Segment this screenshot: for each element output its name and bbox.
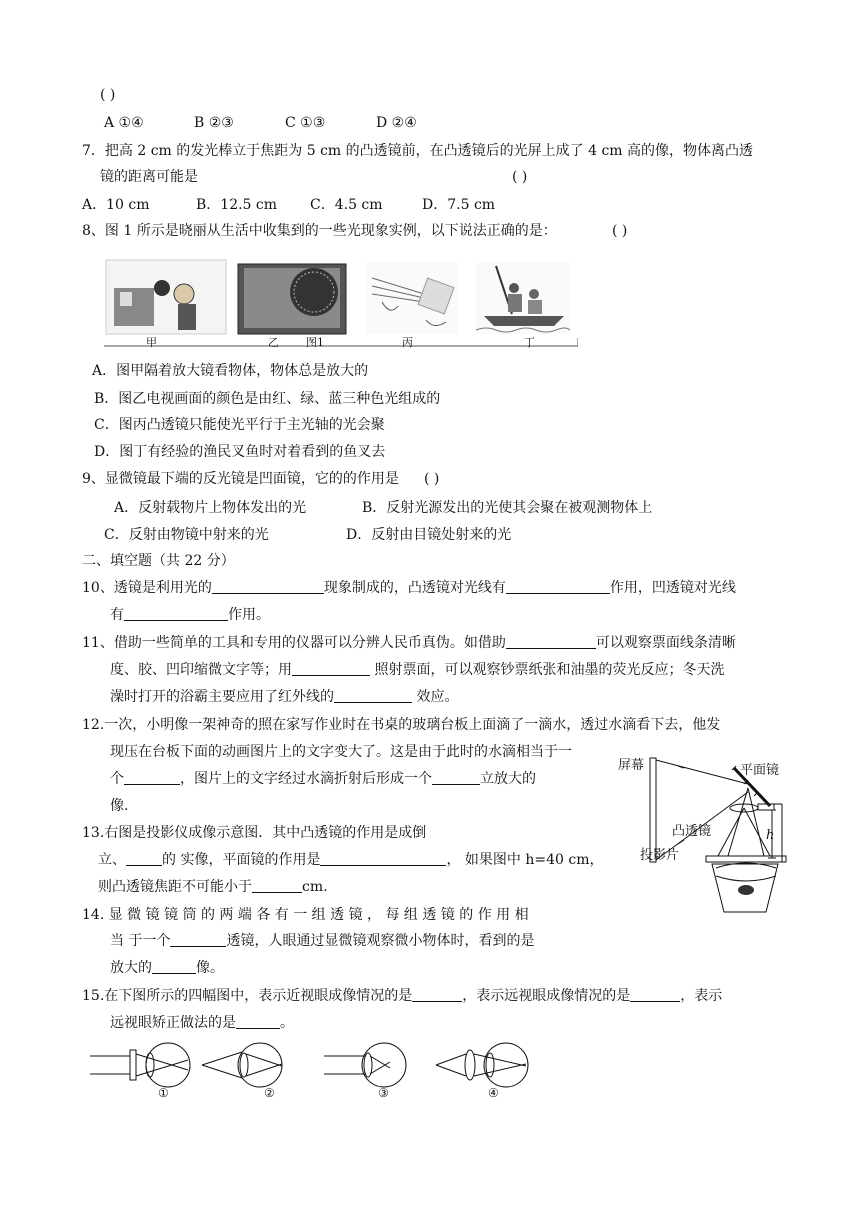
q10-blank-2[interactable] bbox=[506, 579, 610, 594]
q14-line2 bbox=[110, 932, 534, 950]
q8-figure-label-yi: 乙 bbox=[268, 336, 279, 349]
q10-text-3: 作用，凹透镜对光线 bbox=[609, 580, 736, 596]
q15-text-3: ，表示 bbox=[680, 988, 723, 1004]
projector-label-screen: 屏幕 bbox=[618, 758, 645, 773]
projector-label-mirror: 平面镜 bbox=[740, 763, 780, 778]
q11-text-1: 11、借助一些简单的工具和专用的仪器可以分辨人民币真伪。如借助 bbox=[82, 635, 506, 651]
q13-text-1: 立、 bbox=[98, 852, 126, 868]
eye-diagram-3 bbox=[324, 1043, 406, 1087]
q11-text-5: 澡时打开的浴霸主要应用了红外线的 bbox=[110, 689, 334, 705]
q7-stem-line1: 7．把高 2 cm 的发光棒立于焦距为 5 cm 的凸透镜前，在凸透镜后的光屏上成了 4 cm 高的像，物体离凸透 bbox=[82, 143, 754, 159]
q11-blank-3[interactable] bbox=[334, 688, 412, 703]
q8-stem: 8、图 1 所示是晓丽从生活中收集到的一些光现象实例，以下说法正确的是： bbox=[82, 223, 557, 239]
q14-text-1: 当 于一个 bbox=[110, 933, 171, 949]
q12-line1: 12.一次，小明像一架神奇的照在家写作业时在书桌的玻璃台板上面滴了一滴水，透过水滴看下去，他发 bbox=[82, 717, 721, 733]
q8-figure-illustration bbox=[104, 258, 578, 350]
q9-option-b: B．反射光源发出的光使其会聚在被观测物体上 bbox=[362, 500, 653, 516]
q8-figure bbox=[104, 258, 578, 350]
q11-text-4: 照射票面，可以观察钞票纸张和油墨的荧光反应；冬天洗 bbox=[370, 662, 725, 678]
q15-text-2: ，表示远视眼成像情况的是 bbox=[462, 988, 631, 1004]
q6-option-c: C ①③ bbox=[285, 115, 326, 131]
q10-line2 bbox=[110, 606, 270, 624]
q11-text-2: 可以观察票面线条清晰 bbox=[595, 635, 736, 651]
q12-text-1: 个 bbox=[110, 771, 124, 787]
q14-blank-1[interactable] bbox=[170, 932, 226, 947]
q14-blank-2[interactable] bbox=[152, 959, 196, 974]
q13-blank-1[interactable] bbox=[126, 851, 162, 866]
q13-line3 bbox=[98, 878, 328, 896]
q7-option-b: B．12.5 cm bbox=[196, 197, 278, 213]
q14-text-2: 透镜，人眼通过显微镜观察微小物体时，看到的是 bbox=[226, 933, 535, 949]
q7-answer-paren: ( ) bbox=[512, 169, 528, 185]
q12-text-3: 立放大的 bbox=[480, 771, 536, 787]
q10-text-1: 10、透镜是利用光的 bbox=[82, 580, 212, 596]
q8-option-a: A．图甲隔着放大镜看物体，物体总是放大的 bbox=[92, 363, 369, 379]
projector-label-slide: 投影片 bbox=[640, 848, 680, 863]
q10-text-2: 现象制成的，凸透镜对光线有 bbox=[323, 580, 506, 596]
q9-option-c: C．反射由物镜中射来的光 bbox=[104, 527, 269, 543]
q9-option-d: D．反射由目镜处射来的光 bbox=[346, 527, 512, 543]
q14-text-3: 放大的 bbox=[110, 960, 152, 976]
q13-text-5: cm. bbox=[302, 879, 328, 895]
section-fill-in-heading: 二、填空题（共 22 分） bbox=[82, 553, 235, 569]
q6-option-a: A ①④ bbox=[104, 115, 144, 131]
q6-option-b: B ②③ bbox=[194, 115, 234, 131]
q13-blank-2[interactable] bbox=[320, 851, 446, 866]
q8-option-b: B．图乙电视画面的颜色是由红、绿、蓝三种色光组成的 bbox=[94, 391, 441, 407]
q8-figure-label-jia: 甲 bbox=[146, 336, 157, 349]
q10-blank-3[interactable] bbox=[124, 606, 228, 621]
q13-line1: 13.右图是投影仪成像示意图．其中凸透镜的作用是成倒 bbox=[82, 825, 427, 841]
projector-label-h: h bbox=[766, 828, 775, 843]
q11-line1 bbox=[82, 634, 736, 652]
q6-option-d: D ②④ bbox=[376, 115, 417, 131]
q14-line1: 14. 显 微 镜 镜 筒 的 两 端 各 有 一 组 透 镜 ， 每 组 透 镜 的 作 用 相 bbox=[82, 907, 529, 923]
q15-blank-2[interactable] bbox=[630, 987, 680, 1002]
q8-figure-caption: 图1 bbox=[306, 336, 324, 349]
q7-option-d: D．7.5 cm bbox=[422, 197, 496, 213]
q11-blank-1[interactable] bbox=[506, 634, 596, 649]
q15-line1 bbox=[82, 987, 722, 1005]
q13-line2 bbox=[98, 851, 603, 869]
q14-text-4: 像。 bbox=[196, 960, 224, 976]
q12-text-2: ，图片上的文字经过水滴折射后形成一个 bbox=[180, 771, 432, 787]
q10-blank-1[interactable] bbox=[212, 579, 324, 594]
q9-answer-paren: ( ) bbox=[424, 471, 440, 487]
q15-blank-3[interactable] bbox=[236, 1014, 280, 1029]
q8-answer-paren: ( ) bbox=[612, 223, 628, 239]
eye-diagram-label-1: ① bbox=[158, 1086, 169, 1100]
q13-text-4: 则凸透镜焦距不可能小于 bbox=[98, 879, 252, 895]
q10-line1 bbox=[82, 579, 736, 597]
q11-line3 bbox=[110, 688, 458, 706]
q12-line3 bbox=[110, 770, 536, 788]
q13-blank-3[interactable] bbox=[252, 878, 302, 893]
q11-blank-2[interactable] bbox=[292, 661, 370, 676]
q14-line3 bbox=[110, 959, 224, 977]
q8-figure-label-ding: 丁 bbox=[524, 336, 535, 349]
eye-diagram-label-2: ② bbox=[264, 1086, 275, 1100]
projector-label-lens: 凸透镜 bbox=[672, 824, 712, 839]
q13-text-2: 的 实像，平面镜的作用是 bbox=[162, 852, 321, 868]
q15-text-1: 15.在下图所示的四幅图中，表示近视眼成像情况的是 bbox=[82, 988, 413, 1004]
eye-diagram-label-4: ④ bbox=[488, 1086, 499, 1100]
q12-blank-1[interactable] bbox=[124, 770, 180, 785]
eye-diagram-1 bbox=[90, 1043, 190, 1087]
q12-line2: 现压在台板下面的动画图片上的文字变大了。这是由于此时的水滴相当于一 bbox=[110, 744, 572, 760]
q8-figure-label-bing: 丙 bbox=[402, 336, 413, 349]
q10-text-4: 有 bbox=[110, 607, 124, 623]
q12-blank-2[interactable] bbox=[432, 770, 480, 785]
q10-text-5: 作用。 bbox=[228, 607, 270, 623]
q9-option-a: A．反射载物片上物体发出的光 bbox=[114, 500, 307, 516]
q12-line4: 像. bbox=[110, 798, 129, 814]
q9-stem: 9、显微镜最下端的反光镜是凹面镜，它的的作用是 bbox=[82, 471, 399, 487]
q13-text-3: ， 如果图中 h=40 cm， bbox=[446, 852, 604, 868]
q15-text-4: 远视眼矫正做法的是 bbox=[110, 1015, 236, 1031]
q11-text-3: 度、胶、凹印缩微文字等；用 bbox=[110, 662, 292, 678]
eye-diagram-4 bbox=[436, 1043, 528, 1087]
q8-option-c: C．图丙凸透镜只能使光平行于主光轴的光会聚 bbox=[94, 417, 385, 433]
eye-diagram-2 bbox=[202, 1043, 282, 1087]
q15-line2 bbox=[110, 1014, 294, 1032]
q7-option-a: A．10 cm bbox=[82, 197, 150, 213]
q8-option-d: D．图丁有经验的渔民叉鱼时对着看到的鱼叉去 bbox=[94, 444, 386, 460]
q7-option-c: C．4.5 cm bbox=[310, 197, 383, 213]
q7-stem-line2: 镜的距离可能是 bbox=[100, 169, 198, 185]
q11-line2 bbox=[110, 661, 724, 679]
eye-diagram-label-3: ③ bbox=[378, 1086, 389, 1100]
q11-text-6: 效应。 bbox=[412, 689, 459, 705]
q6-answer-paren: ( ) bbox=[100, 87, 116, 103]
q15-text-5: 。 bbox=[280, 1015, 294, 1031]
q15-blank-1[interactable] bbox=[412, 987, 462, 1002]
